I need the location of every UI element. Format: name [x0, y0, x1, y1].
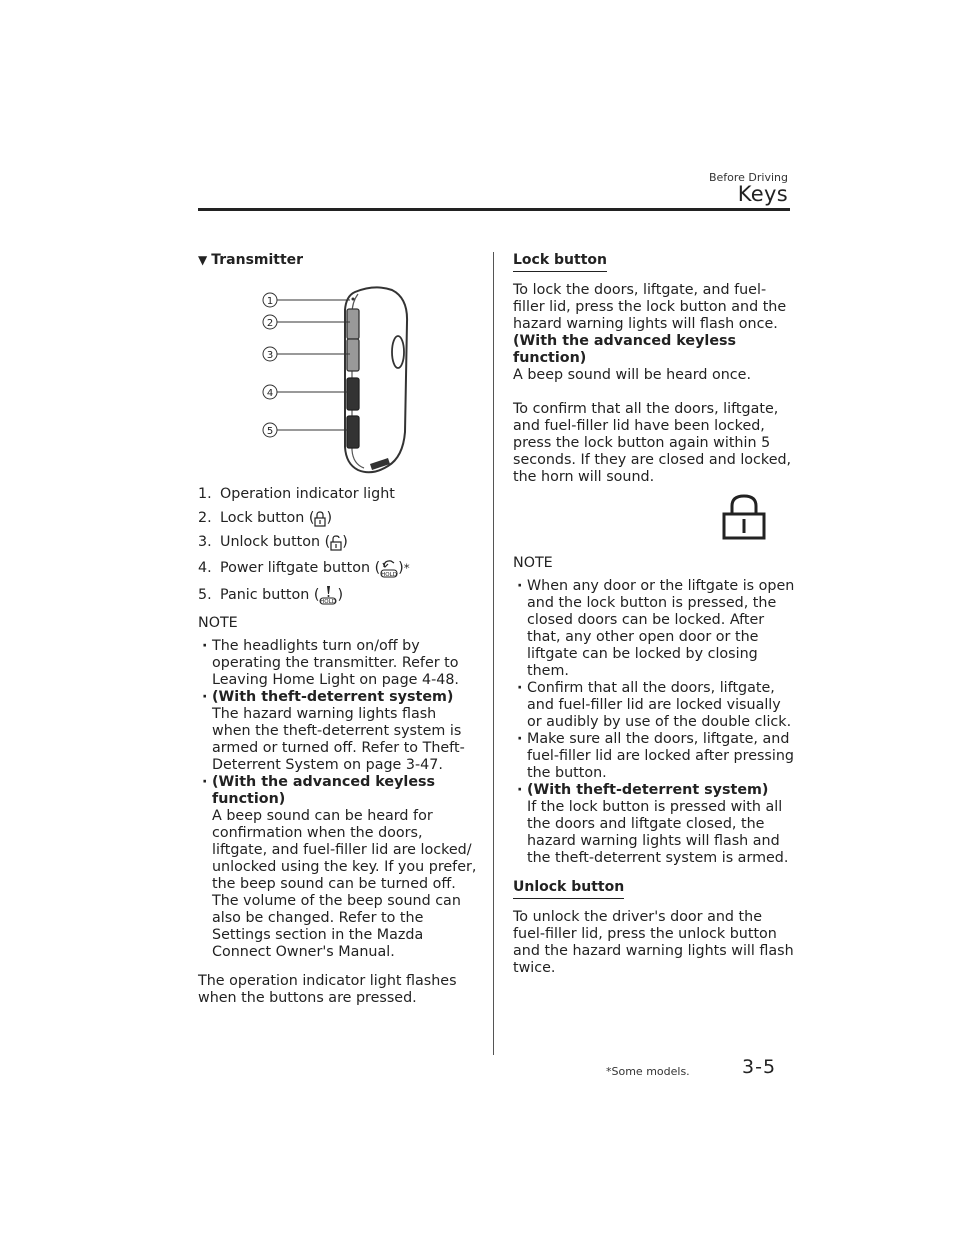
lock-icon [314, 511, 326, 527]
list-item: · The headlights turn on/off by operating the transmitter. Refer to Leaving Home Light on page 4-48. [198, 638, 478, 689]
callout-2: 2 [266, 318, 274, 329]
list-item: · (With theft-deterrent system) The hazard warning lights flash when the theft-deterrent system is armed or turned off. Refer to Theft-Deterrent System on page 3-47. [198, 689, 478, 774]
transmitter-figure [260, 282, 420, 477]
note-label: NOTE [198, 615, 238, 631]
transmitter-heading-text: Transmitter [211, 252, 304, 268]
note-label: NOTE [513, 555, 553, 571]
list-item: · (With theft-deterrent system) If the lock button is pressed with all the doors and liftgate closed, the hazard warning lights will flash and the theft-deterrent system is armed. [513, 782, 795, 867]
section-label: Before Driving [708, 171, 788, 184]
right-column-body [513, 252, 795, 977]
list-item: 4. Power liftgate button ( HOLD ) * [198, 559, 410, 578]
list-item: · Make sure all the doors, liftgate, and fuel-filler lid are locked after pressing the button. [513, 731, 795, 782]
lock-button-heading: Lock button [513, 252, 607, 272]
list-item: 1. Operation indicator light [198, 486, 395, 502]
liftgate-hold-icon [380, 558, 398, 578]
page-number: 3-5 [742, 1056, 777, 1078]
panic-button-shape [347, 416, 359, 448]
unlock-button-heading: Unlock button [513, 879, 624, 899]
closing-paragraph: The operation indicator light flashes when the buttons are pressed. [198, 973, 457, 1006]
lock-icon [722, 494, 766, 540]
unlock-paragraph: To unlock the driver's door and the fuel-filler lid, press the unlock button and the hazard warning lights will flash twice. [513, 909, 794, 976]
side-button-outline [392, 336, 404, 368]
list-item: · When any door or the liftgate is open and the lock button is pressed, the closed doors can be locked. After that, any other open door or the liftgate can be locked by closing them. [513, 578, 795, 680]
lock-paragraph-1b: A beep sound will be heard once. [513, 367, 751, 383]
list-item: · (With the advanced keyless function) A beep sound can be heard for confirmation when the doors, liftgate, and fuel-filler lid are locked/ unlocked using the key. If you prefer, the beep sound can be turned off. The volume of the beep sound can also be changed. Refer to the Settings section in the Mazda Connect Owner's Manual. [198, 774, 478, 961]
liftgate-button-shape [347, 378, 359, 410]
transmitter-parts-list [198, 486, 478, 605]
lock-paragraph-2: To confirm that all the doors, liftgate, and fuel-filler lid have been locked, press the lock button again within 5 seconds. If they are closed and locked, the horn will sound. [513, 401, 792, 485]
triangle-marker-icon: ▼ [198, 253, 208, 267]
indicator-light-dot [352, 298, 355, 301]
list-item: 3. Unlock button ( ) [198, 534, 348, 550]
transmitter-heading [198, 252, 478, 269]
svg-text:HOLD: HOLD [320, 599, 337, 605]
page-title: Keys [737, 182, 788, 206]
panic-hold-icon [319, 585, 337, 605]
left-column-body [198, 486, 478, 1007]
callout-1: 1 [266, 296, 274, 307]
callout-3: 3 [266, 350, 274, 361]
lock-button-shape [347, 309, 359, 339]
lock-keyless-label: (With the advanced keyless function) [513, 333, 737, 366]
unlock-icon [330, 535, 342, 551]
footnote: *Some models. [606, 1065, 690, 1078]
callout-5: 5 [266, 426, 274, 437]
list-item: 5. Panic button ( HOLD ) [198, 586, 344, 605]
note-list [513, 578, 795, 867]
svg-text:HOLD: HOLD [381, 572, 398, 578]
lock-paragraph-1: To lock the doors, liftgate, and fuel-filler lid, press the lock button and the hazard warning lights will flash once. [513, 282, 787, 332]
note-list [198, 638, 478, 961]
callout-4: 4 [266, 388, 274, 399]
list-item: · Confirm that all the doors, liftgate, and fuel-filler lid are locked visually or audibly by use of the double click. [513, 680, 795, 731]
unlock-button-shape [347, 339, 359, 371]
header-rule [198, 208, 790, 211]
list-item: 2. Lock button ( ) [198, 510, 333, 526]
column-divider [493, 252, 494, 1055]
